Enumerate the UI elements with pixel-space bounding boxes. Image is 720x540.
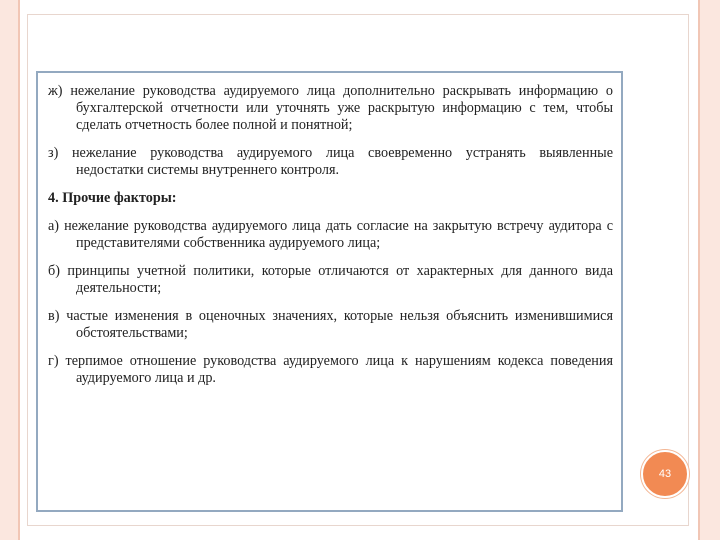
list-item: ж) нежелание руководства аудируемого лица дополнительно раскрывать информацию о бухгалтерской отчетности или уточнять уже раскрытую информацию с тем, чтобы сделать отчетность более полной и понятной; (48, 83, 613, 133)
list-item: а) нежелание руководства аудируемого лица дать согласие на закрытую встречу аудитора с представителями собственника аудируемого лица; (48, 218, 613, 251)
section-heading: 4. Прочие факторы: (48, 190, 177, 206)
left-decor-bar (0, 0, 18, 540)
left-decor-stripe (18, 0, 20, 540)
page-number-badge: 43 (641, 450, 689, 498)
list-item: з) нежелание руководства аудируемого лица своевременно устранять выявленные недостатки системы внутреннего контроля. (48, 145, 613, 178)
content-box (36, 71, 623, 512)
list-item: в) частые изменения в оценочных значениях, которые нельзя объяснить изменившимися обстоятельствами; (48, 308, 613, 341)
list-item: б) принципы учетной политики, которые отличаются от характерных для данного вида деятельности; (48, 263, 613, 296)
list-item: г) терпимое отношение руководства аудируемого лица к нарушениям кодекса поведения аудируемого лица и др. (48, 353, 613, 386)
right-decor-bar (700, 0, 720, 540)
